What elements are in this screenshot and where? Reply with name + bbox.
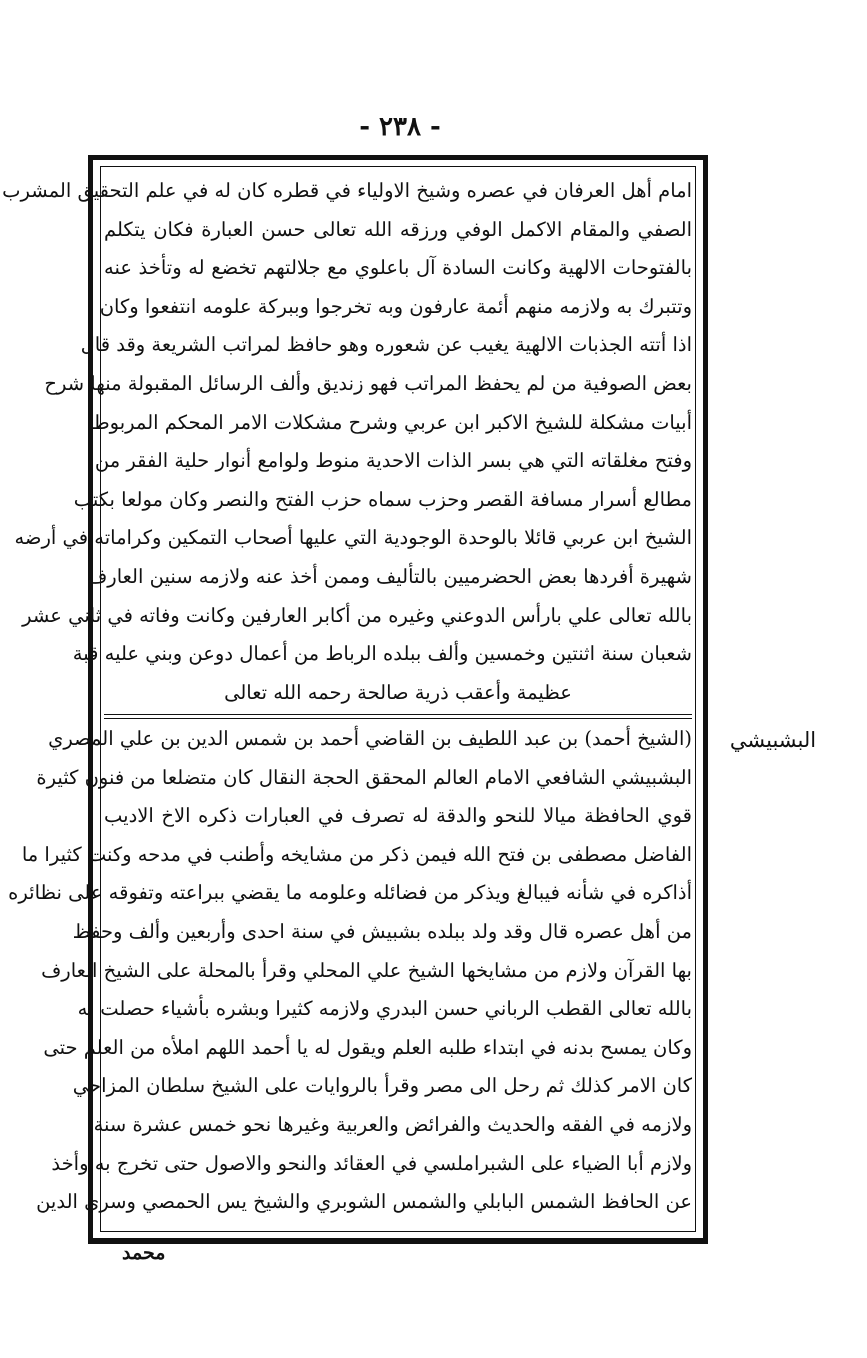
text-line: مطالع أسرار مسافة القصر وحزب سماه حزب الفتح والنصر وكان مولعا بكتب <box>73 487 692 511</box>
text-line: اذا أتته الجذبات الالهية يغيب عن شعوره وهو حافظ لمراتب الشريعة وقد قال <box>80 333 692 357</box>
text-line: البشبيشي الشافعي الامام العالم المحقق الحجة النقال كان متضلعا من فنون كثيرة <box>36 765 692 789</box>
entry-separator-thin <box>104 718 692 719</box>
text-line: بعض الصوفية من لم يحفظ المراتب فهو زنديق وألف الرسائل المقبولة منها شرح <box>44 371 692 395</box>
text-line: شعبان سنة اثنتين وخمسين وألف ببلده الرباط من أعمال دوعن وبني عليه قبة <box>72 642 692 666</box>
text-line: من أهل عصره قال وقد ولد ببلده بشبيش في سنة احدى وأربعين وألف وحفظ <box>72 919 692 943</box>
text-line: بالله تعالى القطب الرباني حسن البدري ولازمه كثيرا وبشره بأشياء حصلت له <box>77 997 692 1021</box>
text-line: عن الحافظ الشمس البابلي والشمس الشوبري والشيخ يس الحمصي وسري الدين <box>36 1190 692 1214</box>
text-line: امام أهل العرفان في عصره وشيخ الاولياء في قطره كان له في علم التحقيق المشرب <box>2 179 692 202</box>
margin-name-label: البشبيشي <box>729 728 817 752</box>
catchword: محمد <box>122 1242 166 1264</box>
text-line: الشيخ ابن عربي قائلا بالوحدة الوجودية التي عليها أصحاب التمكين وكراماته في أرضه <box>14 526 692 550</box>
text-line: الصفي والمقام الاكمل الوفي ورزقه الله تعالى حسن العبارة فكان يتكلم <box>104 217 692 241</box>
text-line: (الشيخ أحمد) بن عبد اللطيف بن القاضي أحمد بن شمس الدين بن علي المصري <box>48 727 692 750</box>
text-line: ولازم أبا الضياء على الشبراملسي في العقائد والنحو والاصول حتى تخرج به وأخذ <box>51 1151 692 1175</box>
text-line: بها القرآن ولازم من مشايخها الشيخ علي المحلي وقرأ بالمحلة على الشيخ العارف <box>41 958 692 982</box>
text-line: كان الامر كذلك ثم رحل الى مصر وقرأ بالروايات على الشيخ سلطان المزاحي <box>72 1074 692 1098</box>
text-line: وكان يمسح بدنه في ابتداء طلبه العلم ويقول له يا أحمد اللهم املأه من العلم حتى <box>43 1035 692 1059</box>
text-line: قوي الحافظة ميالا للنحو والدقة له تصرف في العبارات ذكره الاخ الاديب <box>104 804 692 828</box>
entry-bishbishi-biography <box>8 720 692 1222</box>
text-line: ولازمه في الفقه والحديث والفرائض والعربية وغيرها نحو خمس عشرة سنة <box>93 1112 692 1136</box>
text-line: أذاكره في شأنه فيبالغ ويذكر من فضائله وعلومه ما يقضي ببراعته وتفوقه على نظائره <box>8 881 692 905</box>
text-line: الفاضل مصطفى بن فتح الله فيمن ذكر من مشايخه وأطنب في مدحه وكنت كثيرا ما <box>21 842 692 866</box>
text-line: شهيرة أفردها بعض الحضرميين بالتأليف وممن أخذ عنه ولازمه سنين العارف <box>87 564 692 588</box>
page-number: - ٢٣٨ - <box>359 112 441 142</box>
text-line-last: عظيمة وأعقب ذرية صالحة رحمه الله تعالى <box>224 680 572 704</box>
bottom-rule <box>88 1240 708 1244</box>
entry-separator <box>104 714 692 715</box>
entry-ahmad-ali-biography <box>2 172 692 712</box>
text-line: بالفتوحات الالهية وكانت السادة آل باعلوي مع جلالتهم تخضع له وتأخذ عنه <box>104 256 692 280</box>
text-line: وتتبرك به ولازمه منهم أئمة عارفون وبه تخرجوا وببركة علومه انتفعوا وكان <box>99 294 692 318</box>
text-line: وفتح مغلقاته التي هي بسر الذات الاحدية منوط ولوامع أنوار حلية الفقر من <box>94 449 692 473</box>
text-line: أبيات مشكلة للشيخ الاكبر ابن عربي وشرح مشكلات الامر المحكم المربوط <box>91 410 692 434</box>
text-line: بالله تعالى علي بارأس الدوعني وغيره من أكابر العارفين وكانت وفاته في ثاني عشر <box>22 603 692 627</box>
